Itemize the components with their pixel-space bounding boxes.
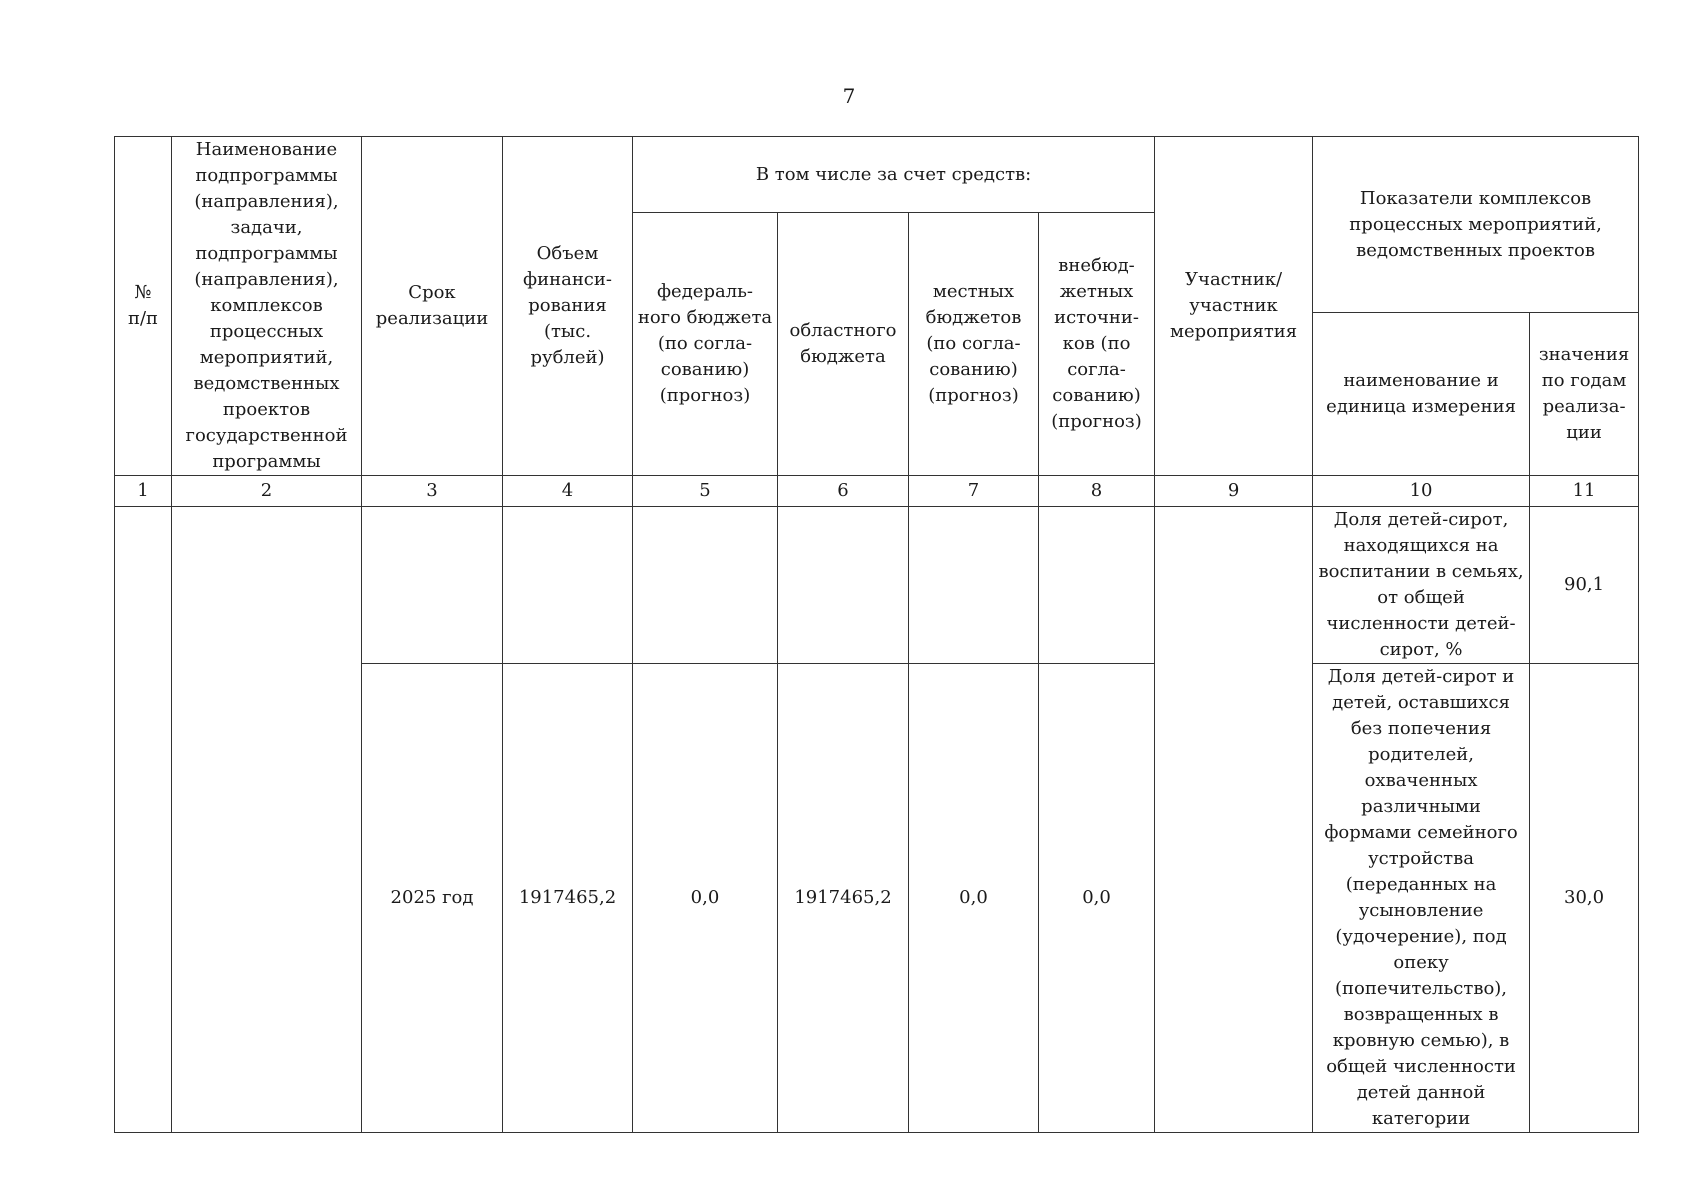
page-number: 7 (842, 84, 856, 108)
column-number: 2 (172, 476, 362, 507)
column-number: 10 (1313, 476, 1530, 507)
row-volume (503, 507, 633, 664)
column-number: 7 (909, 476, 1039, 507)
row-name-cell (172, 507, 362, 1133)
header-extra: внебюд-жетных источни-ков (по согла-сованию) (прогноз) (1039, 213, 1155, 476)
row-extra (1039, 507, 1155, 664)
header-participant: Участник/ участник мероприятия (1155, 137, 1313, 476)
row-period: 2025 год (362, 664, 503, 1133)
column-number: 8 (1039, 476, 1155, 507)
row-federal (633, 507, 778, 664)
table-row (115, 507, 1639, 664)
row-participant-cell (1155, 507, 1313, 1133)
row-federal: 0,0 (633, 664, 778, 1133)
column-number: 3 (362, 476, 503, 507)
row-value: 90,1 (1530, 507, 1639, 664)
column-number: 6 (778, 476, 909, 507)
row-value: 30,0 (1530, 664, 1639, 1133)
column-number: 4 (503, 476, 633, 507)
header-name: Наименование подпрограммы (направления), задачи, подпрограммы (направления), комплексов процессных мероприятий, ведомственных проектов государственной программы (172, 137, 362, 476)
header-indicators-group: Показатели комплексов процессных мероприятий, ведомственных проектов (1313, 137, 1639, 313)
row-local (909, 507, 1039, 664)
program-table (114, 136, 1639, 1133)
column-number: 5 (633, 476, 778, 507)
row-volume: 1917465,2 (503, 664, 633, 1133)
row-indicator: Доля детей-сирот и детей, оставшихся без попечения родителей, охваченных различными формами семейного устройства (переданных на усыновление (удочерение), под опеку (попечительство), возвращенных в кровную семью), в общей численности детей данной категории (1313, 664, 1530, 1133)
row-regional: 1917465,2 (778, 664, 909, 1133)
column-number: 1 (115, 476, 172, 507)
row-num-cell (115, 507, 172, 1133)
header-funds-group: В том числе за счет средств: (633, 137, 1155, 213)
column-number: 9 (1155, 476, 1313, 507)
row-period (362, 507, 503, 664)
row-indicator: Доля детей-сирот, находящихся на воспитании в семьях, от общей численности детей-сирот, % (1313, 507, 1530, 664)
header-num: № п/п (115, 137, 172, 476)
header-indicator-values: значения по годам реализа-ции (1530, 313, 1639, 476)
header-local: местных бюджетов (по согла-сованию) (прогноз) (909, 213, 1039, 476)
header-indicator-name: наименование и единица измерения (1313, 313, 1530, 476)
header-regional: областного бюджета (778, 213, 909, 476)
header-federal: федераль-ного бюджета (по согла-сованию) (прогноз) (633, 213, 778, 476)
header-volume: Объем финанси-рования (тыс. рублей) (503, 137, 633, 476)
row-extra: 0,0 (1039, 664, 1155, 1133)
column-number: 11 (1530, 476, 1639, 507)
row-local: 0,0 (909, 664, 1039, 1133)
row-regional (778, 507, 909, 664)
header-period: Срок реализации (362, 137, 503, 476)
